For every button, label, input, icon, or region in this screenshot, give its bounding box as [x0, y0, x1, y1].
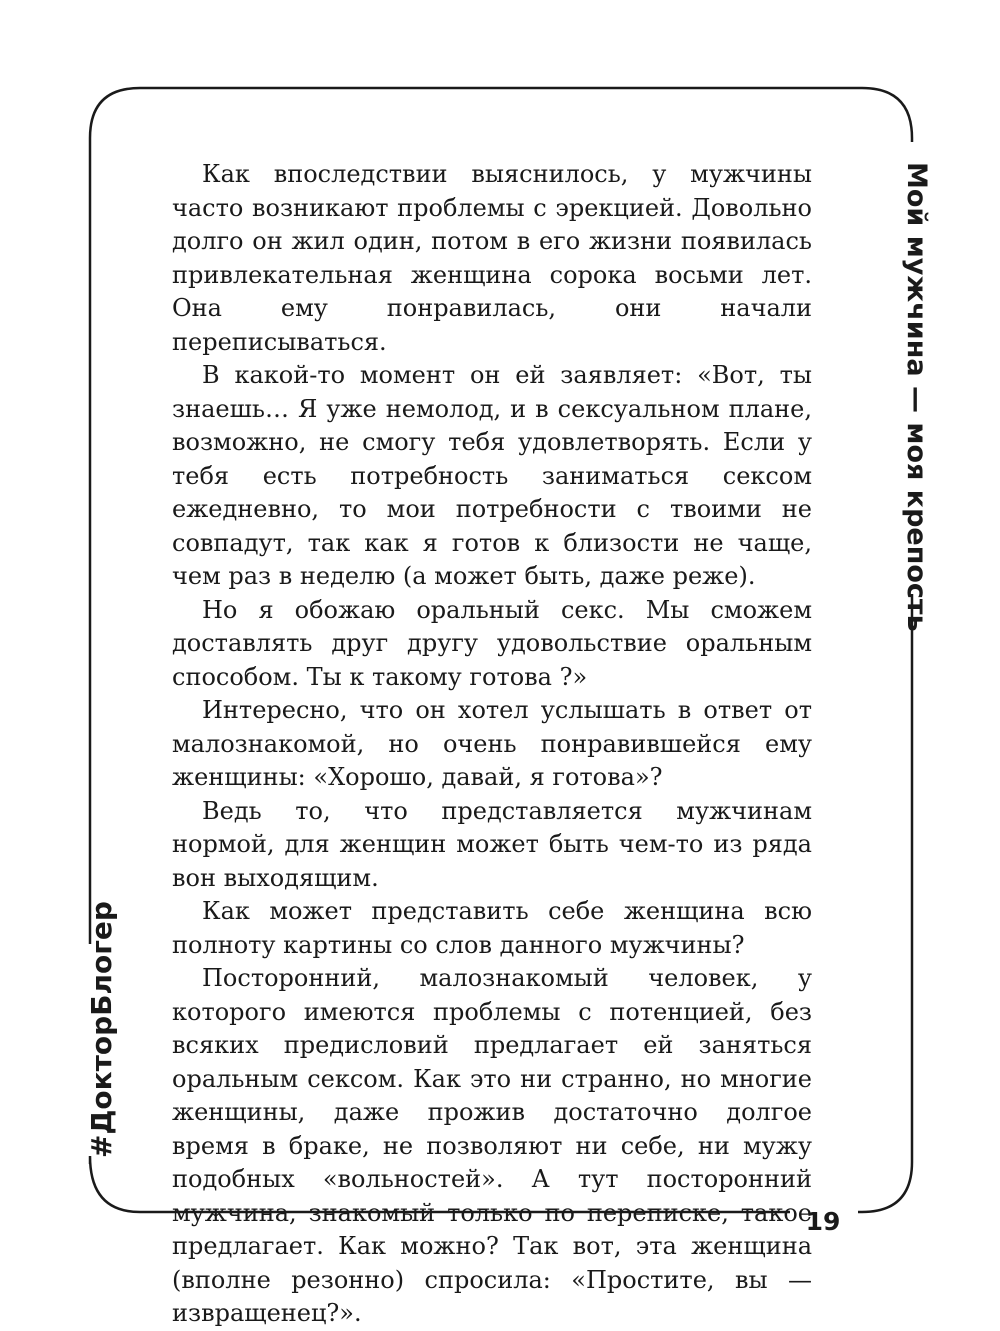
frame-right-middle: [858, 594, 912, 1212]
paragraph-6: Как может представить себе женщина всю полноту картины со слов данного мужчины?: [172, 897, 812, 959]
paragraph-1: Как впоследствии выяснилось, у мужчины часто возникают проблемы с эрекцией. Довольно долго он жил один, потом в его жизни появилась привлекательная женщина сорока восьми лет. Она ему понравилась, они начали переписываться.: [172, 160, 812, 356]
paragraph-2: В какой-то момент он ей заявляет: «Вот, ты знаешь… Я уже немолод, и в сексуальном плане, возможно, не смогу тебя удовлетворять. Если у тебя есть потребность заниматься сексом ежедневно, то мои потребности с твоими не совпадут, так как я готов к близости не чаще, чем раз в неделю (а может быть, даже реже).: [172, 361, 812, 590]
frame-top: [140, 88, 912, 142]
running-head-left: #ДокторБлогер: [85, 901, 118, 1158]
running-head-right: Мой мужчина — моя крепость: [901, 162, 932, 632]
paragraph-7: Посторонний, малознакомый человек, у которого имеются проблемы с потенцией, без всяких предисловий предлагает ей заняться оральным сексом. Как это ни странно, но многие женщины, даже прожив достаточно долгое время в браке, не позволяют ни себе, ни мужу подобных «вольностей». А тут посторонний мужчина, знакомый только по переписке, такое предлагает. Как можно? Так вот, эта женщина (вполне резонно) спросила: «Простите, вы — извращенец?».: [172, 964, 812, 1327]
frame-top-left-corner: [90, 88, 140, 944]
paragraph-4: Интересно, что он хотел услышать в ответ от малознакомой, но очень понравившейся ему женщины: «Хорошо, давай, я готова»?: [172, 696, 812, 791]
paragraph-5: Ведь то, что представляется мужчинам нормой, для женщин может быть чем-то из ряда вон выходящим.: [172, 796, 812, 892]
paragraph-3: Но я обожаю оральный секс. Мы сможем доставлять друг другу удовольствие оральным способом. Ты к такому готова ?»: [172, 595, 812, 691]
page-number: 19: [805, 1207, 841, 1236]
main-text: [172, 158, 812, 1331]
